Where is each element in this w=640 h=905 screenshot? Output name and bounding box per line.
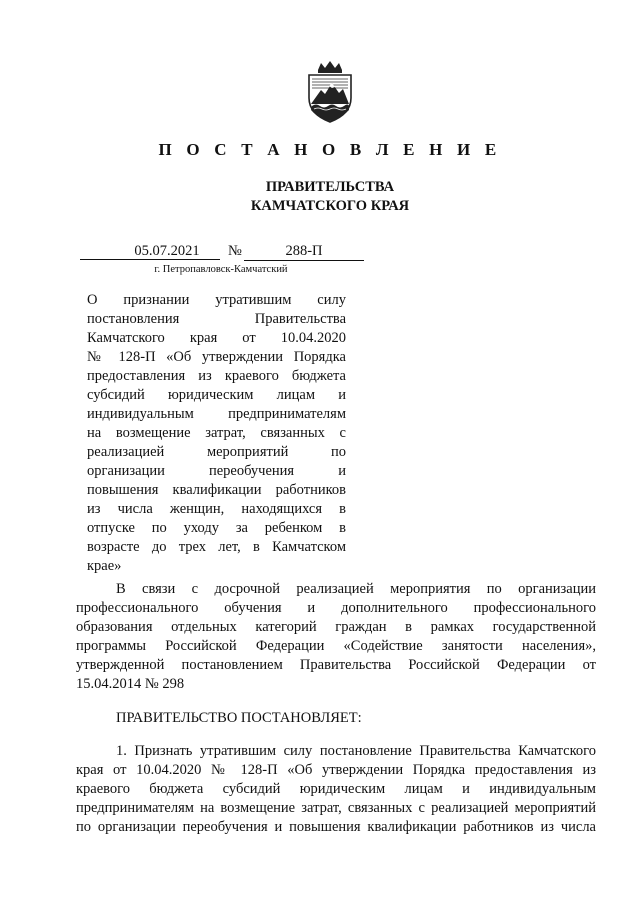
- preamble-line: утвержденной постановлением Правительства Российской Федерации от: [76, 657, 596, 673]
- item-1-paragraph: [76, 742, 596, 837]
- subject-line: организации переобучения и: [87, 463, 346, 479]
- item-1-line: по организации переобучения и повышения квалификации работников из числа: [76, 819, 596, 835]
- preamble-paragraph: [76, 580, 596, 694]
- kamchatka-coat-of-arms-icon: [301, 60, 359, 124]
- issuer-line-2: КАМЧАТСКОГО КРАЯ: [250, 198, 410, 214]
- subject-line: возрасте до трех лет, в Камчатском: [87, 539, 346, 555]
- document-date: 05.07.2021: [80, 242, 220, 260]
- subject-line: Камчатского края от 10.04.2020: [87, 330, 346, 346]
- item-1-line: краевого бюджета субсидий юридическим лицам и индивидуальным: [76, 781, 596, 797]
- subject-line: отпуске по уходу за ребенком в: [87, 520, 346, 536]
- issuer-block: [0, 178, 640, 216]
- subject-line: реализацией мероприятий по: [87, 444, 346, 460]
- decree-word: ПРАВИТЕЛЬСТВО ПОСТАНОВЛЯЕТ:: [116, 710, 362, 726]
- document-number: 288-П: [244, 242, 364, 261]
- subject-line: постановления Правительства: [87, 311, 346, 327]
- subject-line: № 128-П «Об утверждении Порядка: [87, 349, 346, 365]
- item-1-line: 1. Признать утратившим силу постановление Правительства Камчатского: [116, 743, 596, 759]
- subject-line: субсидий юридическим лицам и: [87, 387, 346, 403]
- item-1-line: края от 10.04.2020 № 128-П «Об утверждении Порядка предоставления из: [76, 762, 596, 778]
- number-sign: №: [228, 243, 242, 259]
- issuer-line-1: ПРАВИТЕЛЬСТВА: [265, 179, 395, 195]
- subject-line: на возмещение затрат, связанных с: [87, 425, 346, 441]
- decree-statement: [76, 709, 596, 728]
- issue-city: г. Петропавловск-Камчатский: [154, 264, 288, 275]
- item-1-line: предпринимателям на возмещение затрат, связанных с реализацией мероприятий: [76, 800, 596, 816]
- preamble-line: В связи с досрочной реализацией мероприятия по организации: [116, 581, 596, 597]
- preamble-line: 15.04.2014 № 298: [76, 676, 185, 692]
- subject-line: крае»: [87, 558, 122, 574]
- subject-line: из числа женщин, находящихся в: [87, 501, 346, 517]
- preamble-line: программы Российской Федерации «Содействие занятости населения»,: [76, 638, 596, 654]
- preamble-line: профессионального обучения и дополнительного профессионального: [76, 600, 596, 616]
- subject-line: индивидуальным предпринимателям: [87, 406, 346, 422]
- document-type-title: П О С Т А Н О В Л Е Н И Е: [158, 140, 502, 159]
- document-subject: [87, 291, 346, 576]
- preamble-line: образования отдельных категорий граждан в рамках государственной: [76, 619, 596, 635]
- subject-line: О признании утратившим силу: [87, 292, 346, 308]
- subject-line: повышения квалификации работников: [87, 482, 346, 498]
- subject-line: предоставления из краевого бюджета: [87, 368, 346, 384]
